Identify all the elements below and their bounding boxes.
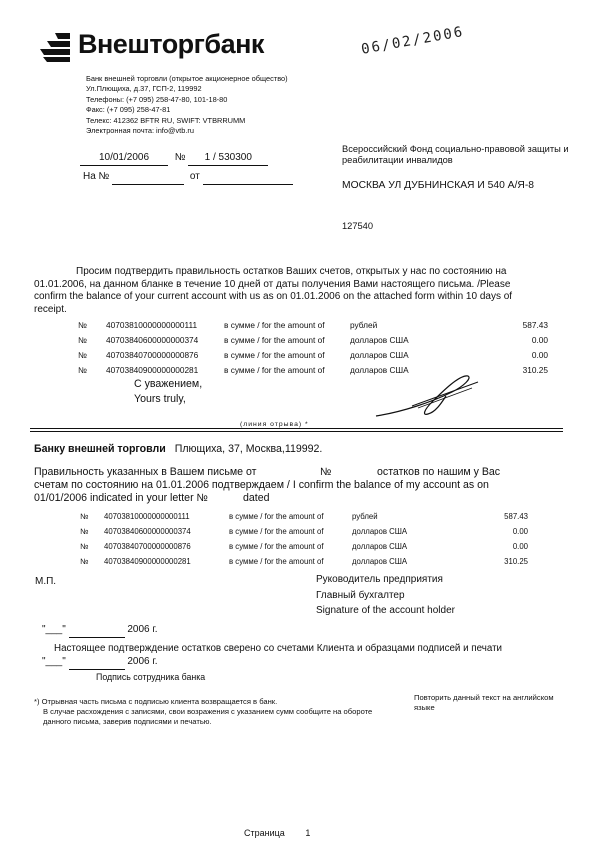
bank-name: Внешторгбанк [78,29,264,59]
footnote-line-1: *) Отрывная часть письма с подписью клиента возвращается в банк. [34,697,278,706]
reference-row [83,171,303,185]
table-row: № 40703810000000000111 в сумме / for the amount of рублей 587.43 [78,320,548,330]
account-amount: 310.25 [522,365,548,375]
reconcile-text: Настоящее подтверждение остатков сверено со счетами Клиента и образцами подписей и печати [54,643,503,654]
request-line-1: Просим подтвердить правильность остатков Ваших счетов, открытых у нас по состоянию на [76,266,507,277]
table-row: № 40703840600000000374 в сумме / for the amount of долларов США 0.00 [80,527,528,536]
confirm-line-2: счетам по состоянию на 01.01.2006 подтверждаем / I confirm the balance of my account as on [34,479,489,491]
letter-no-label: № [174,152,186,163]
page-label: Страница [244,828,285,838]
bank-date-row: "___" 2006 г. [42,656,158,670]
account-currency: рублей [350,320,378,330]
account-currency: долларов США [350,365,409,375]
accounts-table [78,320,548,380]
letter-number: 1 / 530300 [188,152,268,166]
account-number: 40703840700000000876 [104,542,191,551]
confirm-text [34,466,574,505]
signature-image [372,372,482,422]
account-currency: долларов США [352,557,408,566]
account-currency: долларов США [352,527,408,536]
account-number: 40703840600000000374 [106,335,199,345]
request-line-2: 01.01.2006, на данном бланке в течение 10 дней от даты получения Вами настоящего письма. /Please [34,278,511,290]
account-currency: долларов США [350,350,409,360]
letter-date: 10/01/2006 [80,152,168,166]
page-number [244,828,310,838]
bank-logo [38,30,298,64]
account-amount: 0.00 [531,335,548,345]
signature-labels [316,572,455,619]
account-currency: рублей [352,512,378,521]
ref-from-label: от [189,171,200,182]
seal-label: М.П. [35,576,57,587]
bank-phones: Телефоны: (+7 095) 258-47-80, 101-18-80 [86,94,228,104]
recipient-postcode: 127540 [342,220,374,231]
confirm-line-1b: № [320,466,332,478]
label-accountant: Главный бухгалтер [316,589,405,601]
accounts-table-confirm [80,512,528,572]
account-amount: 310.25 [504,557,528,566]
account-number: 40703810000000000111 [104,512,190,521]
closing-ru: С уважением, [134,378,203,390]
confirm-to-address: Плющиха, 37, Москва,119992. [174,443,323,455]
account-number: 40703840900000000281 [104,557,191,566]
account-amount: 0.00 [512,527,528,536]
recipient-name-2: реабилитации инвалидов [342,155,453,165]
bank-telex: Телекс: 412362 BFTR RU, SWIFT: VTBRRUMM [86,115,246,125]
footnote-line-2: В случае расхождения с записями, свои возражения с указанием сумм сообщите на обороте [43,707,373,716]
recipient-block [342,144,582,232]
account-amount: 0.00 [512,542,528,551]
bank-logo-icon [38,31,72,63]
request-line-3: confirm the balance of your current account with us as on 01.01.2006 on the attached form within 10 days of [34,291,513,302]
bank-email: Электронная почта: info@vtb.ru [86,126,194,136]
footnote-line-3: данного письма, заверив подписями и печатью. [43,717,212,726]
account-currency: долларов США [350,335,409,345]
label-holder: Signature of the account holder [316,605,455,616]
account-amount: 587.43 [504,512,528,521]
request-line-4: receipt. [34,303,67,315]
account-amount: 0.00 [531,350,548,360]
recipient-address: МОСКВА УЛ ДУБНИНСКАЯ И 540 А/Я-8 [342,180,534,191]
bank-employee-signature-label: Подпись сотрудника банка [96,672,206,682]
table-row: № 40703840900000000281 в сумме / for the amount of долларов США 310.25 [80,557,528,566]
footnote [34,697,394,727]
client-date-row: "___" 2006 г. [42,624,158,638]
bank-full-name: Банк внешней торговли (открытое акционерное общество) [86,74,288,83]
request-text [34,266,564,316]
account-amount: 587.43 [522,320,548,330]
bank-details [86,74,336,136]
confirm-to-bank: Банку внешней торговли [34,443,166,455]
bank-fax: Факс: (+7 095) 258-47-81 [86,105,171,115]
bank-address: Ул.Плющиха, д.37, ГСП-2, 119992 [86,84,202,94]
recipient-name-1: Всероссийский Фонд социально-правовой защиты и [342,144,569,154]
table-row: № 40703810000000000111 в сумме / for the amount of рублей 587.43 [80,512,528,521]
confirm-line-3b: dated [243,492,270,504]
table-row: № 40703840700000000876 в сумме / for the amount of долларов США 0.00 [80,542,528,551]
account-number: 40703840700000000876 [106,350,199,360]
received-date-stamp: 06/02/2006 [360,23,466,58]
confirm-to [34,443,554,456]
account-currency: долларов США [352,542,408,551]
letter-date-row [80,152,300,166]
ref-label: На № [83,171,110,182]
table-row: № 40703840700000000876 в сумме / for the amount of долларов США 0.00 [78,350,548,360]
closing-en: Yours truly, [134,393,186,405]
table-row: № 40703840900000000281 в сумме / for the amount of долларов США 310.25 [78,365,548,375]
table-row: № 40703840600000000374 в сумме / for the amount of долларов США 0.00 [78,335,548,345]
closing [134,378,202,406]
page-value: 1 [305,828,311,838]
tear-line [30,428,563,429]
tear-line-label: (линия отрыва) * [240,421,309,428]
account-number: 40703840900000000281 [106,365,199,375]
confirm-line-1a: Правильность указанных в Вашем письме от [34,466,257,478]
label-head: Руководитель предприятия [316,574,443,585]
confirm-line-3a: 01/01/2006 indicated in your letter № [34,492,208,504]
account-number: 40703810000000000111 [106,320,198,330]
account-number: 40703840600000000374 [104,527,191,536]
confirm-line-1c: остатков по нашим у Вас [377,466,501,478]
footnote-right: Повторить данный текст на английском языке [414,693,554,712]
